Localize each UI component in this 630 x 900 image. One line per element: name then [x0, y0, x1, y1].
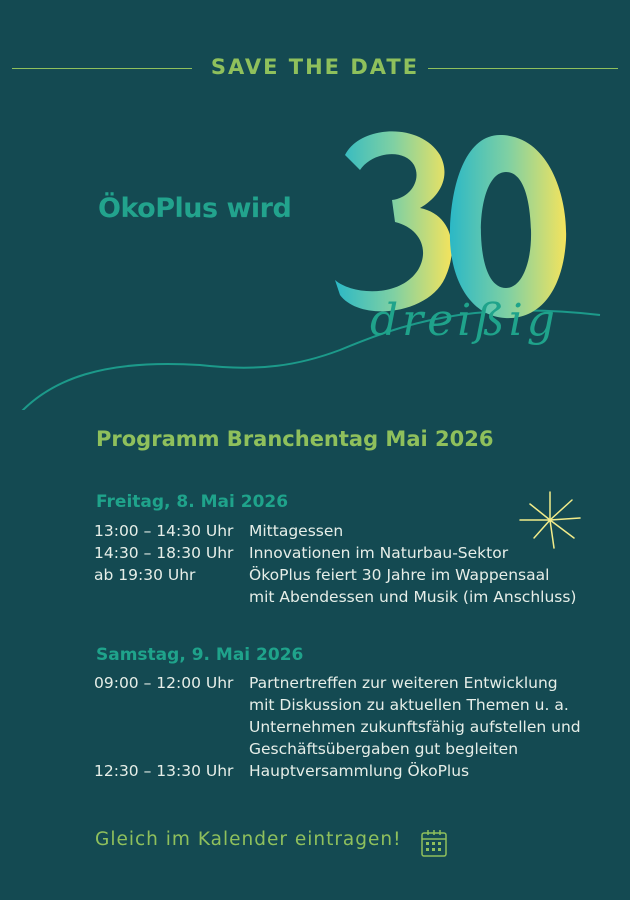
row-desc: mit Abendessen und Musik (im Anschluss) — [249, 588, 577, 606]
hero-30-graphic — [0, 110, 630, 410]
brand-prefix: ÖkoPlus wird — [98, 193, 292, 224]
calendar-icon[interactable] — [420, 828, 448, 858]
row-time: ab 19:30 Uhr — [94, 566, 196, 584]
calendar-cta-link[interactable]: Gleich im Kalender eintragen! — [95, 829, 402, 850]
firework-icon — [510, 488, 595, 558]
program-title: Programm Branchentag Mai 2026 — [96, 427, 494, 451]
dreissig-script: dreißig — [370, 295, 559, 346]
row-desc: Mittagessen — [249, 522, 344, 540]
row-desc: Hauptversammlung ÖkoPlus — [249, 762, 470, 780]
save-the-date-title: SAVE THE DATE — [210, 55, 420, 79]
row-time: 12:30 – 13:30 Uhr — [94, 762, 234, 780]
row-time: 09:00 – 12:00 Uhr — [94, 674, 234, 692]
row-time: 13:00 – 14:30 Uhr — [94, 522, 234, 540]
row-desc: mit Diskussion zu aktuellen Themen u. a. — [249, 696, 569, 714]
row-desc: Unternehmen zukunftsfähig aufstellen und — [249, 718, 581, 736]
day-heading-saturday: Samstag, 9. Mai 2026 — [96, 645, 304, 665]
digit-three — [335, 131, 452, 311]
day-heading-friday: Freitag, 8. Mai 2026 — [96, 492, 289, 512]
digit-zero — [450, 135, 566, 318]
row-desc: Partnertreffen zur weiteren Entwicklung — [249, 674, 558, 692]
row-desc: Geschäftsübergaben gut begleiten — [249, 740, 519, 758]
row-time: 14:30 – 18:30 Uhr — [94, 544, 234, 562]
row-desc: Innovationen im Naturbau-Sektor — [249, 544, 509, 562]
row-desc: ÖkoPlus feiert 30 Jahre im Wappensaal — [249, 566, 550, 584]
